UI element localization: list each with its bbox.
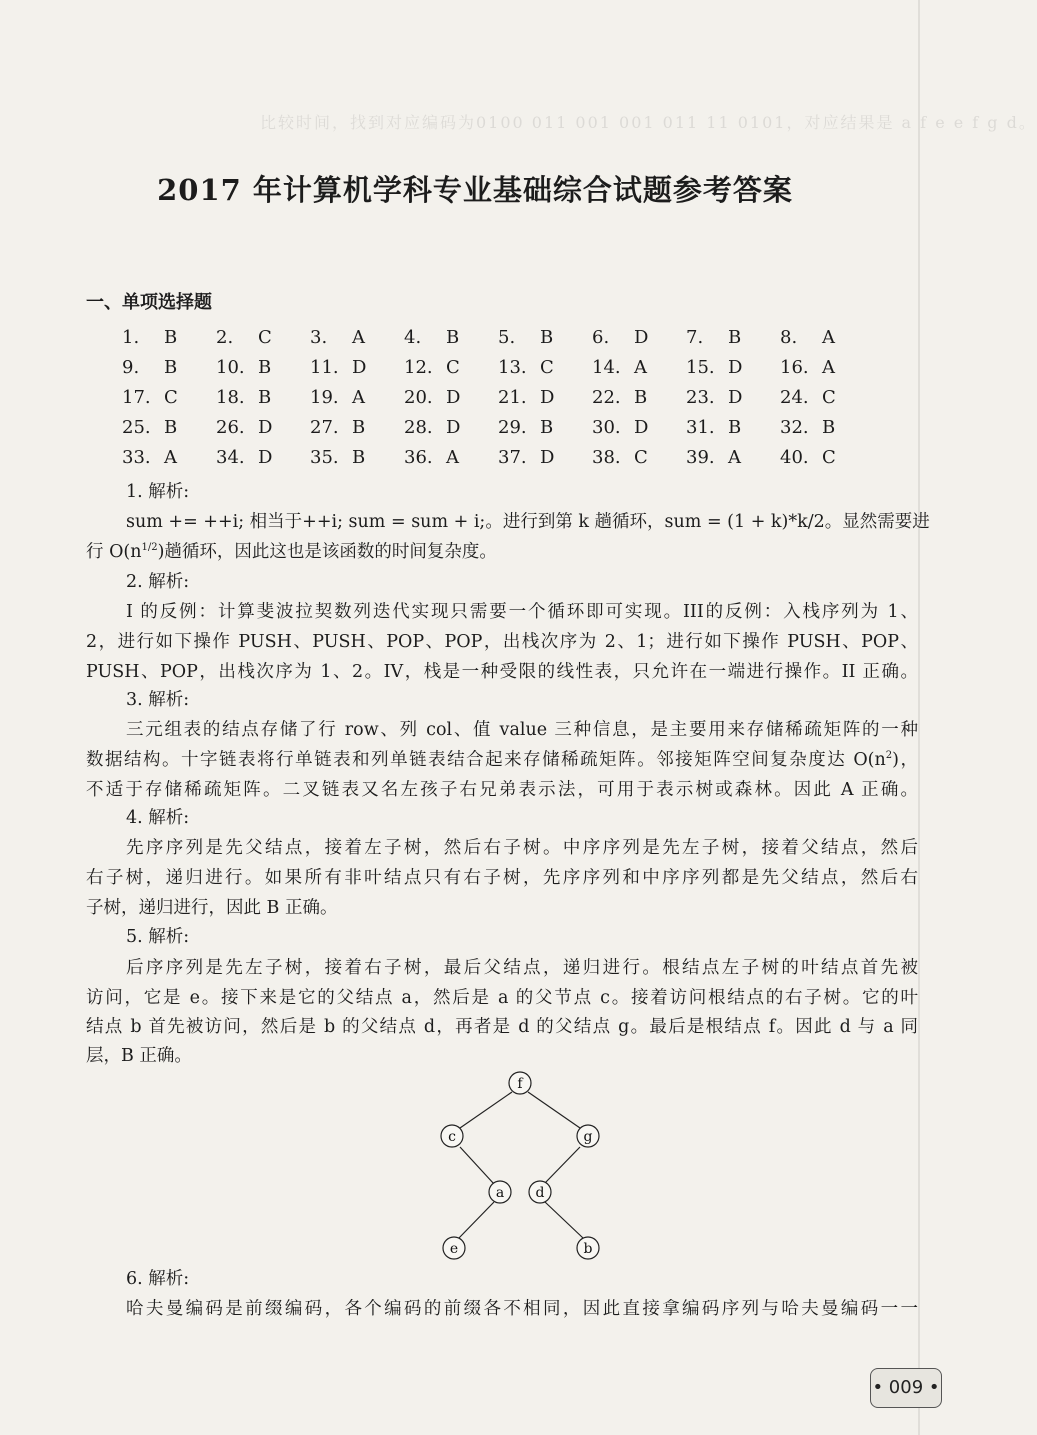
node-f-label: f xyxy=(517,1076,523,1092)
edge-d-b xyxy=(545,1202,583,1238)
answer-choice: D xyxy=(446,417,461,438)
answer-number: 22. xyxy=(592,387,621,408)
answer-item xyxy=(122,356,216,380)
answer-number: 10. xyxy=(216,357,245,378)
edge-g-d xyxy=(545,1147,580,1183)
node-d-label: d xyxy=(535,1185,545,1201)
answer-choice: B xyxy=(164,357,178,378)
page-title: 2017 年计算机学科专业基础综合试题参考答案 xyxy=(157,173,793,207)
answer-item xyxy=(498,356,592,380)
answer-item xyxy=(592,386,686,410)
q2-line-2: 2，进行如下操作 PUSH、PUSH、POP、POP，出栈次序为 2、1；进行如下操作 PUSH、POP、 xyxy=(86,632,918,652)
answer-number: 37. xyxy=(498,447,527,468)
answer-number: 18. xyxy=(216,387,245,408)
answer-choice: D xyxy=(446,387,461,408)
answer-item xyxy=(780,326,874,350)
answer-number: 8. xyxy=(780,327,798,348)
answer-choice: A xyxy=(728,447,741,468)
q1-line-1: sum += ++i; 相当于++i; sum = sum + i;。进行到第 k 趟循环，sum = (1 + k)*k/2。显然需要进 xyxy=(126,512,930,532)
q5-line-1: 后序序列是先左子树，接着右子树，最后父结点，递归进行。根结点左子树的叶结点首先被 xyxy=(126,958,918,978)
answer-choice: A xyxy=(352,387,365,408)
answer-number: 39. xyxy=(686,447,715,468)
answer-number: 7. xyxy=(686,327,704,348)
answer-number: 12. xyxy=(404,357,433,378)
binary-tree-diagram xyxy=(430,1062,620,1262)
answer-number: 13. xyxy=(498,357,527,378)
answer-item xyxy=(404,446,498,470)
answer-number: 33. xyxy=(122,447,151,468)
answer-item xyxy=(122,416,216,440)
answer-number: 35. xyxy=(310,447,339,468)
answer-choice: C xyxy=(822,447,836,468)
answer-choice: C xyxy=(540,357,554,378)
answer-number: 29. xyxy=(498,417,527,438)
answer-number: 36. xyxy=(404,447,433,468)
q4-line-1: 先序序列是先父结点，接着左子树，然后右子树。中序序列是先左子树，接着父结点，然后 xyxy=(126,838,918,858)
answer-number: 34. xyxy=(216,447,245,468)
answer-item xyxy=(310,356,404,380)
node-c-label: c xyxy=(448,1129,456,1145)
q1-heading: 1. 解析: xyxy=(126,482,190,502)
answer-number: 11. xyxy=(310,357,339,378)
answer-item xyxy=(592,326,686,350)
answer-choice: C xyxy=(634,447,648,468)
edge-a-e xyxy=(458,1202,494,1239)
answer-item xyxy=(780,446,874,470)
answer-number: 17. xyxy=(122,387,151,408)
bleed-through-text: 比较时间，找到对应编码为0100 011 001 001 011 11 0101，对应结果是 a f e e f g d。 xyxy=(260,113,1037,132)
answer-number: 27. xyxy=(310,417,339,438)
answer-number: 38. xyxy=(592,447,621,468)
answer-choice: B xyxy=(258,357,272,378)
answer-item xyxy=(122,446,216,470)
answer-number: 25. xyxy=(122,417,151,438)
answer-item xyxy=(780,356,874,380)
answer-choice: B xyxy=(728,417,742,438)
answer-choice: B xyxy=(634,387,648,408)
page-edge xyxy=(918,0,920,1435)
answer-item xyxy=(498,386,592,410)
answer-item xyxy=(404,416,498,440)
q5-heading: 5. 解析: xyxy=(126,927,190,947)
q4-heading: 4. 解析: xyxy=(126,808,190,828)
answer-choice: B xyxy=(446,327,460,348)
answer-item xyxy=(592,416,686,440)
answer-choice: B xyxy=(540,417,554,438)
page-number: • 009 • xyxy=(870,1368,942,1408)
answer-item xyxy=(310,326,404,350)
answer-choice: B xyxy=(822,417,836,438)
answer-item xyxy=(686,416,780,440)
answer-choice: B xyxy=(540,327,554,348)
answer-item xyxy=(686,356,780,380)
answer-number: 1. xyxy=(122,327,140,348)
answer-number: 21. xyxy=(498,387,527,408)
answer-choice: A xyxy=(164,447,177,468)
answer-number: 6. xyxy=(592,327,610,348)
answer-choice: B xyxy=(164,327,178,348)
answer-item xyxy=(498,446,592,470)
edge-c-a xyxy=(460,1147,494,1184)
answer-number: 3. xyxy=(310,327,328,348)
edge-f-c xyxy=(460,1092,512,1128)
answer-choice: D xyxy=(352,357,367,378)
answer-item xyxy=(404,386,498,410)
answer-item xyxy=(404,356,498,380)
answer-choice: D xyxy=(728,387,743,408)
node-e-label: e xyxy=(449,1241,459,1257)
answer-choice: A xyxy=(822,357,835,378)
answer-choice: A xyxy=(634,357,647,378)
answer-item xyxy=(780,416,874,440)
answer-item xyxy=(310,386,404,410)
answer-choice: D xyxy=(634,327,649,348)
section-title: 一、单项选择题 xyxy=(86,292,212,313)
answer-choice: A xyxy=(446,447,459,468)
answer-item xyxy=(310,446,404,470)
q6-heading: 6. 解析: xyxy=(126,1269,190,1289)
answer-item xyxy=(122,386,216,410)
q2-line-1: I 的反例：计算斐波拉契数列迭代实现只需要一个循环即可实现。III的反例：入栈序列为 1、 xyxy=(126,602,918,622)
answer-choice: B xyxy=(352,417,366,438)
answer-item xyxy=(216,326,310,350)
answer-item xyxy=(498,326,592,350)
answer-number: 5. xyxy=(498,327,516,348)
answer-number: 9. xyxy=(122,357,140,378)
node-b-label: b xyxy=(583,1241,593,1257)
answer-choice: A xyxy=(352,327,365,348)
q3-line-1: 三元组表的结点存储了行 row、列 col、值 value 三种信息，是主要用来存储稀疏矩阵的一种 xyxy=(126,720,918,740)
answer-choice: D xyxy=(258,447,273,468)
answer-item xyxy=(216,416,310,440)
answer-number: 28. xyxy=(404,417,433,438)
answer-choice: A xyxy=(822,327,835,348)
q2-heading: 2. 解析: xyxy=(126,572,190,592)
answer-item xyxy=(592,446,686,470)
answer-grid xyxy=(122,326,874,470)
answer-choice: B xyxy=(728,327,742,348)
answer-item xyxy=(686,326,780,350)
answer-item xyxy=(498,416,592,440)
answer-item xyxy=(686,386,780,410)
answer-number: 20. xyxy=(404,387,433,408)
answer-choice: C xyxy=(822,387,836,408)
node-a-label: a xyxy=(495,1185,505,1201)
answer-choice: C xyxy=(164,387,178,408)
answer-choice: B xyxy=(352,447,366,468)
answer-choice: C xyxy=(258,327,272,348)
answer-choice: D xyxy=(540,447,555,468)
q3-heading: 3. 解析: xyxy=(126,690,190,710)
answer-item xyxy=(592,356,686,380)
answer-number: 4. xyxy=(404,327,422,348)
answer-item xyxy=(686,446,780,470)
answer-number: 14. xyxy=(592,357,621,378)
answer-number: 32. xyxy=(780,417,809,438)
answer-choice: B xyxy=(258,387,272,408)
answer-choice: B xyxy=(164,417,178,438)
q1-line-2: 行 $O(n^{1/2})$趟循环，因此这也是该函数的时间复杂度。 xyxy=(86,542,497,562)
answer-item xyxy=(404,326,498,350)
answer-choice: D xyxy=(540,387,555,408)
answer-item xyxy=(216,356,310,380)
edge-f-g xyxy=(528,1092,580,1128)
answer-number: 15. xyxy=(686,357,715,378)
q5-line-4: 层，B 正确。 xyxy=(86,1046,192,1066)
answer-number: 40. xyxy=(780,447,809,468)
q5-line-2: 访问，它是 e。接下来是它的父结点 a，然后是 a 的父节点 c。接着访问根结点的右子树。它的叶 xyxy=(86,988,918,1008)
answer-choice: D xyxy=(258,417,273,438)
answer-item xyxy=(310,416,404,440)
answer-choice: D xyxy=(634,417,649,438)
answer-number: 2. xyxy=(216,327,234,348)
node-g-label: g xyxy=(583,1129,593,1145)
q4-line-2: 右子树，递归进行。如果所有非叶结点只有右子树，先序序列和中序序列都是先父结点，然后右 xyxy=(86,868,918,888)
answer-number: 19. xyxy=(310,387,339,408)
answer-item xyxy=(122,326,216,350)
answer-number: 24. xyxy=(780,387,809,408)
answer-number: 31. xyxy=(686,417,715,438)
answer-item xyxy=(216,446,310,470)
answer-number: 16. xyxy=(780,357,809,378)
q4-line-3: 子树，递归进行，因此 B 正确。 xyxy=(86,898,338,918)
q2-line-3: PUSH、POP，出栈次序为 1、2。IV，栈是一种受限的线性表，只允许在一端进行操作。II 正确。 xyxy=(86,662,918,682)
q3-line-2: 数据结构。十字链表将行单链表和列单链表结合起来存储稀疏矩阵。邻接矩阵空间复杂度达 $O(n^2)$， xyxy=(86,750,918,770)
answer-choice: C xyxy=(446,357,460,378)
q3-line-3: 不适于存储稀疏矩阵。二叉链表又名左孩子右兄弟表示法，可用于表示树或森林。因此 A 正确。 xyxy=(86,780,918,800)
answer-number: 23. xyxy=(686,387,715,408)
answer-item xyxy=(780,386,874,410)
answer-number: 26. xyxy=(216,417,245,438)
q5-line-3: 结点 b 首先被访问，然后是 b 的父结点 d，再者是 d 的父结点 g。最后是根结点 f。因此 d 与 a 同 xyxy=(86,1017,918,1037)
answer-choice: D xyxy=(728,357,743,378)
q6-line-1: 哈夫曼编码是前缀编码，各个编码的前缀各不相同，因此直接拿编码序列与哈夫曼编码一一 xyxy=(126,1299,918,1319)
answer-number: 30. xyxy=(592,417,621,438)
answer-item xyxy=(216,386,310,410)
